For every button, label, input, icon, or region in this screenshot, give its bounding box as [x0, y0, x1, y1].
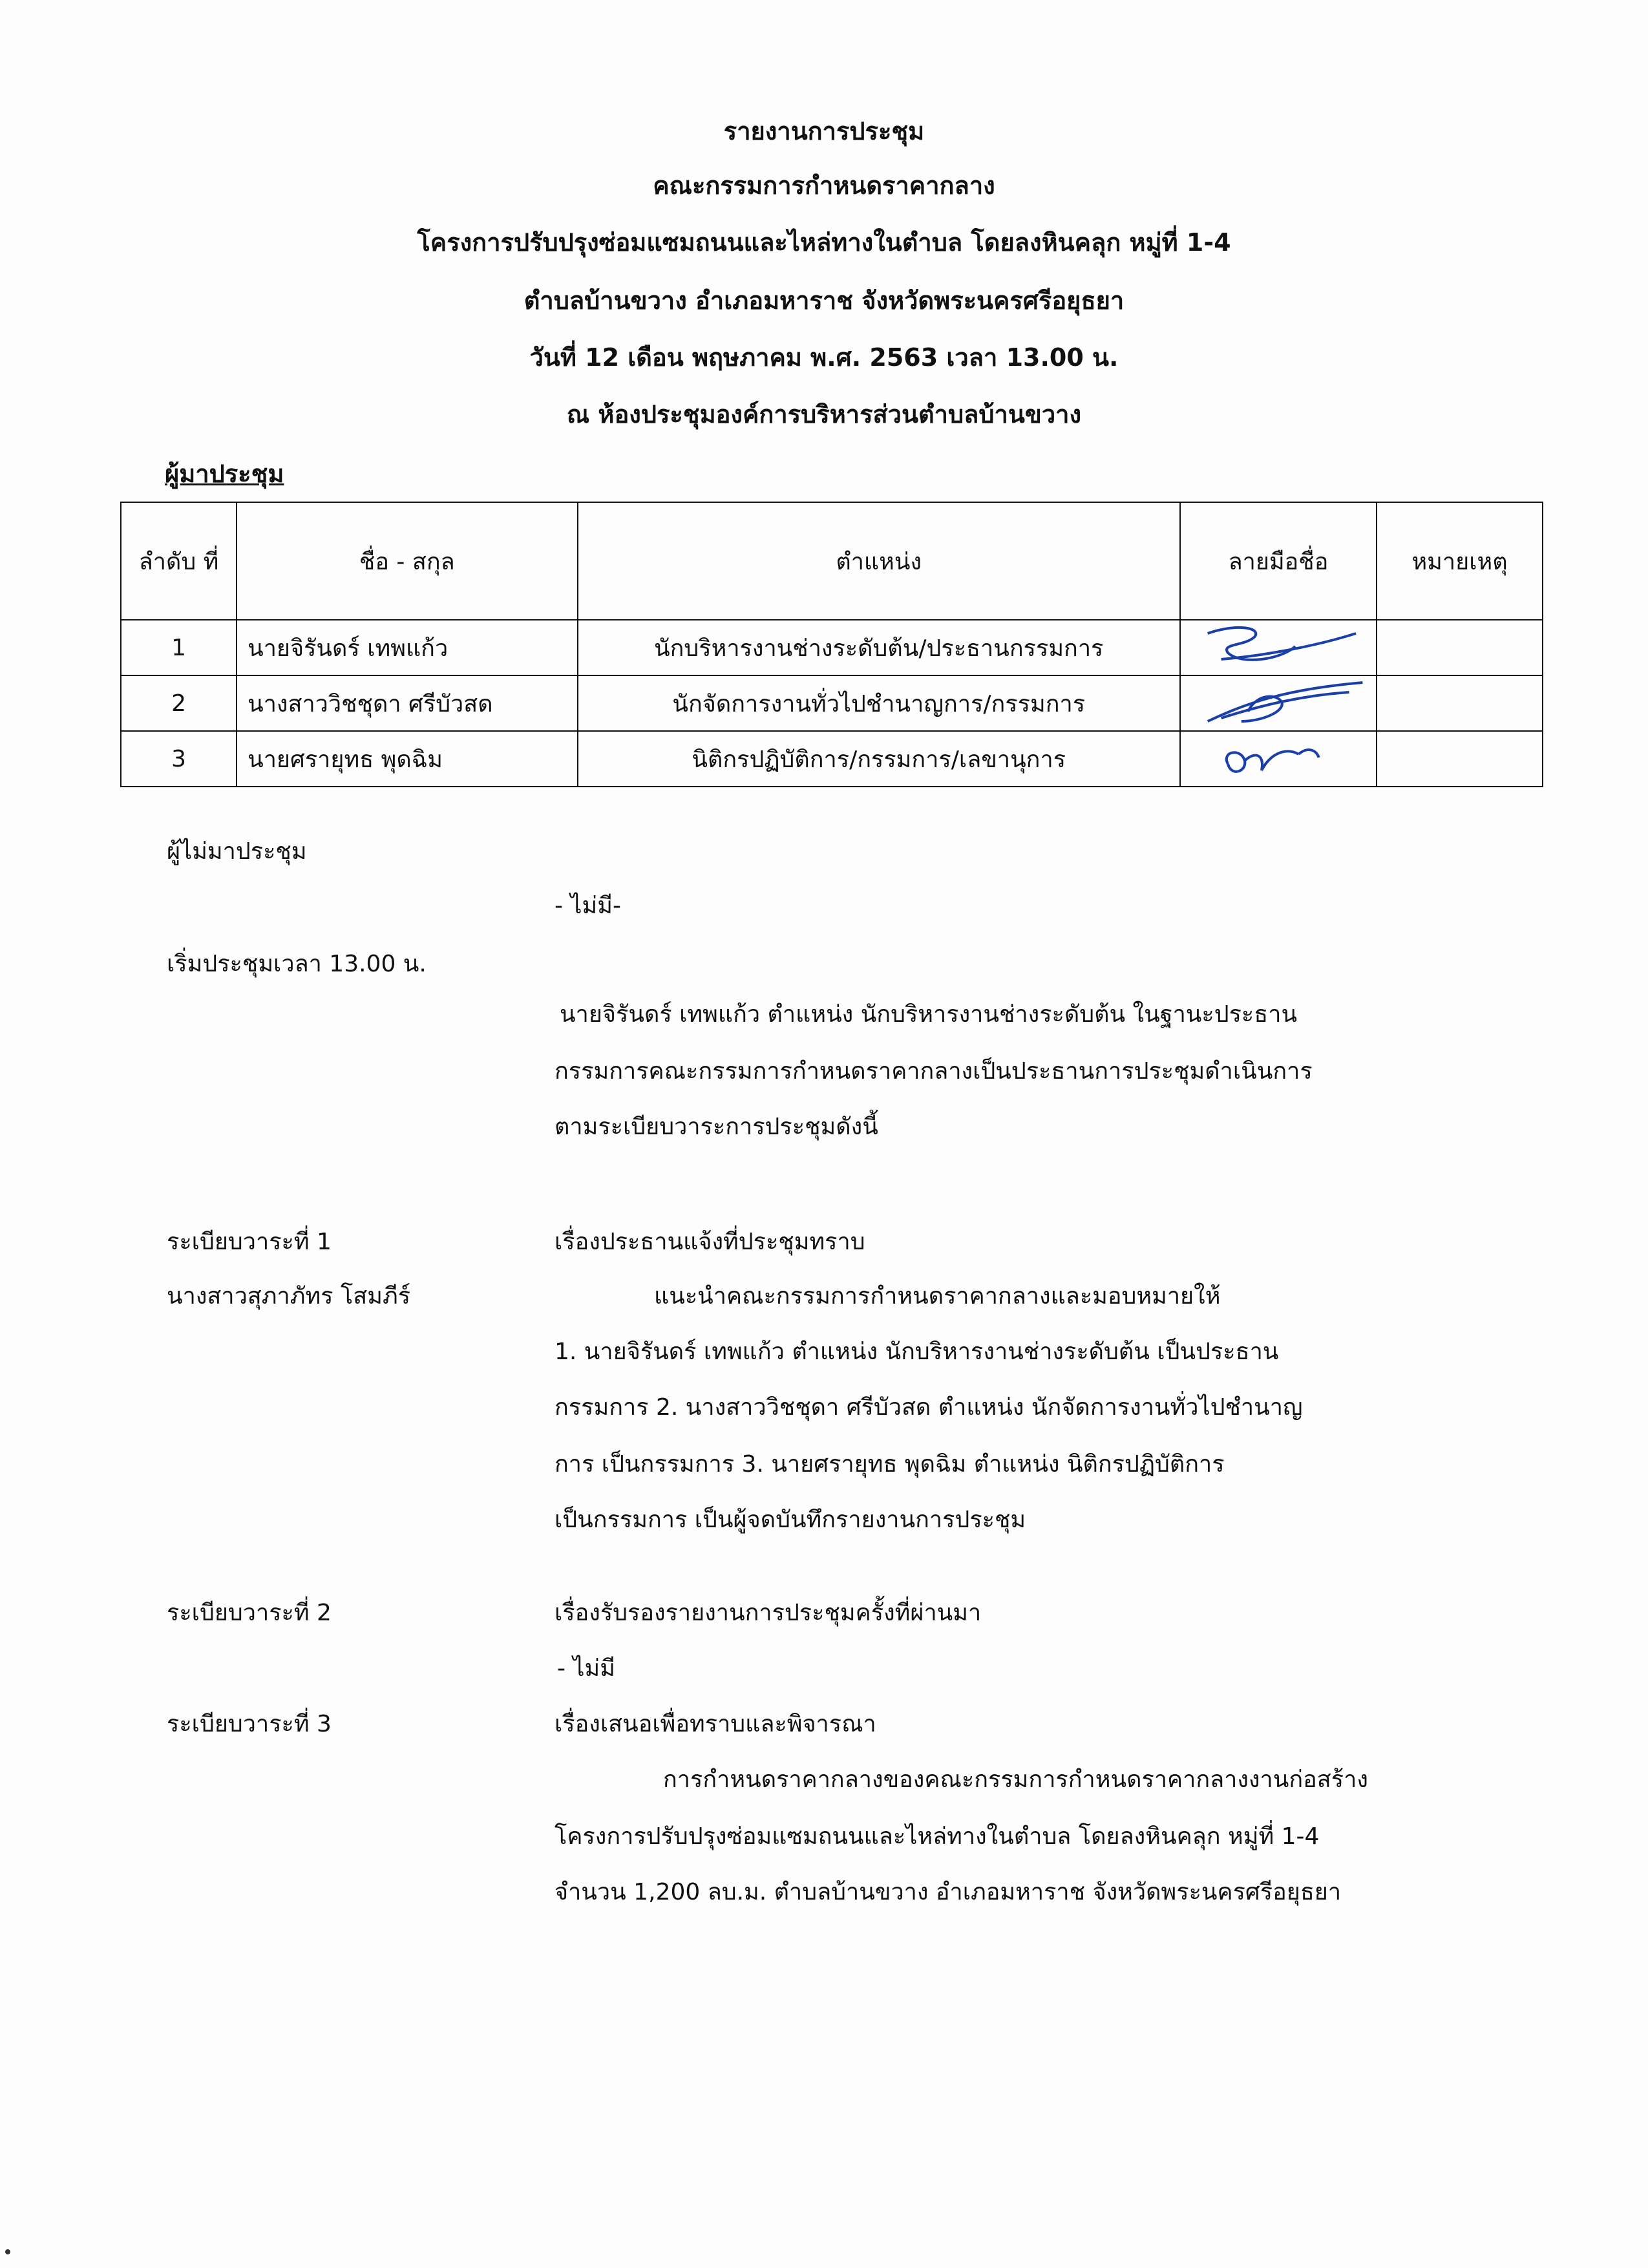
col-header-name: ชื่อ - สกุล — [237, 502, 577, 620]
table-row — [121, 620, 1543, 675]
agenda2-topic: เรื่องรับรองรายงานการประชุมครั้งที่ผ่านมา — [555, 1600, 982, 1626]
agenda1-line: เป็นกรรมการ เป็นผู้จดบันทึกรายงานการประชุม — [555, 1507, 1026, 1533]
project-title: โครงการปรับปรุงซ่อมแซมถนนและไหล่ทางในตำบล โดยลงหินคลุก หมู่ที่ 1-4 — [417, 228, 1231, 257]
row-note — [1377, 620, 1543, 675]
table-row — [121, 731, 1543, 787]
row-num: 3 — [121, 731, 237, 787]
agenda3-topic: เรื่องเสนอเพื่อทราบและพิจารณา — [555, 1711, 876, 1737]
agenda3-line: การกำหนดราคากลางของคณะกรรมการกำหนดราคากลางงานก่อสร้าง — [663, 1766, 1368, 1793]
row-position: นักจัดการงานทั่วไปชำนาญการ/กรรมการ — [578, 675, 1180, 731]
signature-cell — [1180, 731, 1377, 787]
opening-line: กรรมการคณะกรรมการกำหนดราคากลางเป็นประธานการประชุมดำเนินการ — [555, 1058, 1313, 1085]
scan-mark — [5, 2249, 10, 2254]
row-note — [1377, 731, 1543, 787]
signature-1-icon — [1181, 620, 1376, 675]
row-position: นักบริหารงานช่างระดับต้น/ประธานกรรมการ — [578, 620, 1180, 675]
date-line: วันที่ 12 เดือน พฤษภาคม พ.ศ. 2563 เวลา 13.00 น. — [529, 343, 1119, 372]
agenda3-line: โครงการปรับปรุงซ่อมแซมถนนและไหล่ทางในตำบล โดยลงหินคลุก หมู่ที่ 1-4 — [555, 1823, 1320, 1850]
agenda1-speaker: นางสาวสุภาภัทร โสมภีร์ — [167, 1283, 411, 1309]
signature-cell — [1180, 620, 1377, 675]
venue-line: ณ ห้องประชุมองค์การบริหารส่วนตำบลบ้านขวาง — [566, 400, 1082, 429]
signature-2-icon — [1181, 676, 1376, 730]
agenda1-line: 1. นายจิรันดร์ เทพแก้ว ตำแหน่ง นักบริหารงานช่างระดับต้น เป็นประธาน — [555, 1339, 1279, 1365]
report-title: รายงานการประชุม — [723, 117, 925, 145]
agenda1-line: กรรมการ 2. นางสาววิชชุดา ศรีบัวสด ตำแหน่ง นักจัดการงานทั่วไปชำนาญ — [555, 1394, 1303, 1421]
signature-3-icon — [1181, 732, 1376, 786]
agenda1-label: ระเบียบวาระที่ 1 — [167, 1229, 332, 1255]
row-position: นิติกรปฏิบัติการ/กรรมการ/เลขานุการ — [578, 731, 1180, 787]
col-header-position: ตำแหน่ง — [578, 502, 1180, 620]
opening-line: นายจิรันดร์ เทพแก้ว ตำแหน่ง นักบริหารงานช่างระดับต้น ในฐานะประธาน — [560, 1001, 1298, 1028]
agenda2-label: ระเบียบวาระที่ 2 — [167, 1600, 332, 1626]
agenda1-topic: เรื่องประธานแจ้งที่ประชุมทราบ — [555, 1229, 865, 1255]
attendees-table — [120, 502, 1543, 787]
col-header-num: ลำดับ ที่ — [121, 502, 237, 620]
absent-heading: ผู้ไม่มาประชุม — [167, 838, 307, 865]
agenda1-line: การ เป็นกรรมการ 3. นายศรายุทธ พุดฉิม ตำแหน่ง นิติกรปฏิบัติการ — [555, 1451, 1225, 1478]
row-num: 1 — [121, 620, 237, 675]
row-num: 2 — [121, 675, 237, 731]
table-header-row — [121, 502, 1543, 620]
table-row — [121, 675, 1543, 731]
signature-cell — [1180, 675, 1377, 731]
agenda1-line: แนะนำคณะกรรมการกำหนดราคากลางและมอบหมายให้ — [654, 1283, 1221, 1309]
opening-line: ตามระเบียบวาระการประชุมดังนี้ — [555, 1114, 878, 1140]
location-line: ตำบลบ้านขวาง อำเภอมหาราช จังหวัดพระนครศรีอยุธยา — [523, 286, 1125, 315]
attendees-heading: ผู้มาประชุม — [165, 460, 284, 488]
col-header-signature: ลายมือชื่อ — [1180, 502, 1377, 620]
agenda2-value: - ไม่มี — [557, 1655, 615, 1682]
row-name: นายศรายุทธ พุดฉิม — [237, 731, 577, 787]
agenda3-line: จำนวน 1,200 ลบ.ม. ตำบลบ้านขวาง อำเภอมหาราช จังหวัดพระนครศรีอยุธยา — [555, 1879, 1342, 1905]
agenda3-label: ระเบียบวาระที่ 3 — [167, 1711, 332, 1737]
row-note — [1377, 675, 1543, 731]
absent-value: - ไม่มี- — [555, 893, 621, 919]
committee-title: คณะกรรมการกำหนดราคากลาง — [653, 171, 995, 200]
row-name: นายจิรันดร์ เทพแก้ว — [237, 620, 577, 675]
opening-label: เริ่มประชุมเวลา 13.00 น. — [167, 951, 427, 977]
row-name: นางสาววิชชุดา ศรีบัวสด — [237, 675, 577, 731]
col-header-note: หมายเหตุ — [1377, 502, 1543, 620]
